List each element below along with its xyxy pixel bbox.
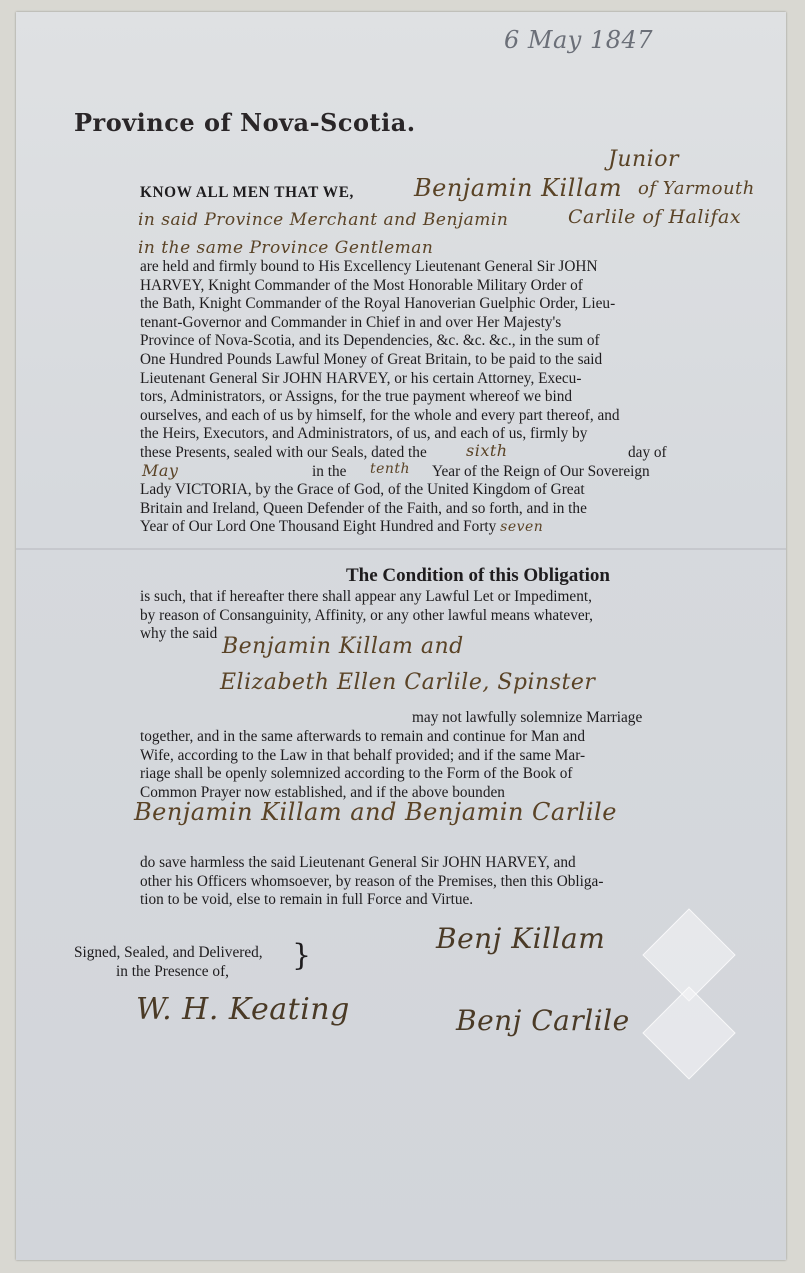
bond-line: the Bath, Knight Commander of the Royal Hanoverian Guelphic Order, Lieu- [140, 295, 616, 313]
condition-text-3 [140, 854, 680, 910]
handwritten-line3: in the same Province Gentleman [138, 238, 434, 258]
handwritten-of-yarmouth: of Yarmouth [638, 178, 755, 199]
bond-document [16, 12, 786, 1260]
condition-line: may not lawfully solemnize Marriage [412, 709, 643, 726]
signature-witness: W. H. Keating [136, 992, 350, 1027]
bond-text: Year of the Reign of Our Sovereign [432, 462, 650, 480]
handwritten-day: sixth [466, 440, 508, 460]
condition-heading: The Condition of this Obligation [346, 565, 610, 586]
signature-carlile: Benj Carlile [456, 1004, 630, 1037]
bond-line: Britain and Ireland, Queen Defender of the Faith, and so forth, and in the [140, 499, 587, 517]
condition-line: do save harmless the said Lieutenant General Sir JOHN HARVEY, and [140, 854, 576, 871]
condition-line: riage shall be openly solemnized according to the Form of the Book of [140, 765, 573, 783]
bond-line: Province of Nova-Scotia, and its Dependencies, &c. &c. &c., in the sum of [140, 332, 600, 350]
bond-text: these Presents, sealed with our Seals, dated the [140, 443, 427, 461]
bond-line-reign [140, 460, 680, 482]
condition-line: is such, that if hereafter there shall appear any Lawful Let or Impediment, [140, 588, 592, 605]
condition-line: by reason of Consanguinity, Affinity, or any other lawful means whatever, [140, 606, 593, 624]
wafer-seal [642, 986, 735, 1079]
handwritten-couple-2: Elizabeth Ellen Carlile, Spinster [220, 670, 596, 695]
presence-line: in the Presence of, [116, 963, 229, 980]
condition-line: together, and in the same afterwards to remain and continue for Man and [140, 728, 585, 745]
handwritten-line2: in said Province Merchant and Benjamin [138, 210, 509, 230]
condition-line: why the said [140, 625, 218, 643]
bond-line: HARVEY, Knight Commander of the Most Honorable Military Order of [140, 276, 583, 294]
bond-line: One Hundred Pounds Lawful Money of Great Britain, to be paid to the said [140, 350, 603, 368]
handwritten-party1: Benjamin Killam [414, 174, 623, 202]
document-title: Province of Nova-Scotia. [74, 108, 416, 137]
bond-text: day of [628, 443, 667, 461]
bond-body [140, 258, 680, 537]
bond-text: Year of Our Lord One Thousand Eight Hundred and Forty [140, 518, 497, 536]
handwritten-couple-1: Benjamin Killam and [222, 634, 464, 659]
bond-line: the Heirs, Executors, and Administrators, of us, and each of us, firmly by [140, 425, 588, 443]
signed-sealed-line: Signed, Sealed, and Delivered, [74, 944, 263, 961]
bond-intro: KNOW ALL MEN THAT WE, [140, 184, 354, 201]
condition-line: tion to be void, else to remain in full Force and Virtue. [140, 891, 474, 909]
handwritten-carlile-halifax: Carlile of Halifax [568, 206, 742, 228]
bond-line: tenant-Governor and Commander in Chief in and over Her Majesty's [140, 313, 562, 331]
bond-line-year [140, 518, 680, 537]
handwritten-month: May [142, 460, 179, 480]
fold-line [16, 548, 786, 550]
date-annotation: 6 May 1847 [504, 26, 654, 54]
condition-line: other his Officers whomsoever, by reason of the Premises, then this Obliga- [140, 872, 604, 890]
bond-line: ourselves, and each of us by himself, for the whole and every part thereof, and [140, 406, 620, 424]
bond-text: in the [312, 462, 347, 480]
bond-line: Lady VICTORIA, by the Grace of God, of the United Kingdom of Great [140, 481, 585, 499]
handwritten-year: seven [500, 519, 544, 536]
bond-line: Lieutenant General Sir JOHN HARVEY, or his certain Attorney, Execu- [140, 369, 582, 387]
handwritten-junior: Junior [608, 147, 679, 172]
bond-line: are held and firmly bound to His Excellency Lieutenant General Sir JOHN [140, 258, 598, 275]
condition-text-2 [140, 728, 680, 802]
brace: } [292, 938, 312, 973]
condition-line: Wife, according to the Law in that behalf provided; and if the same Mar- [140, 746, 586, 764]
handwritten-bounden: Benjamin Killam and Benjamin Carlile [134, 798, 617, 826]
handwritten-regnal-year: tenth [370, 460, 411, 477]
bond-line: tors, Administrators, or Assigns, for the true payment whereof we bind [140, 388, 573, 406]
condition-line: Common Prayer now established, and if the above bounden [140, 783, 505, 801]
signature-killam: Benj Killam [436, 922, 606, 955]
